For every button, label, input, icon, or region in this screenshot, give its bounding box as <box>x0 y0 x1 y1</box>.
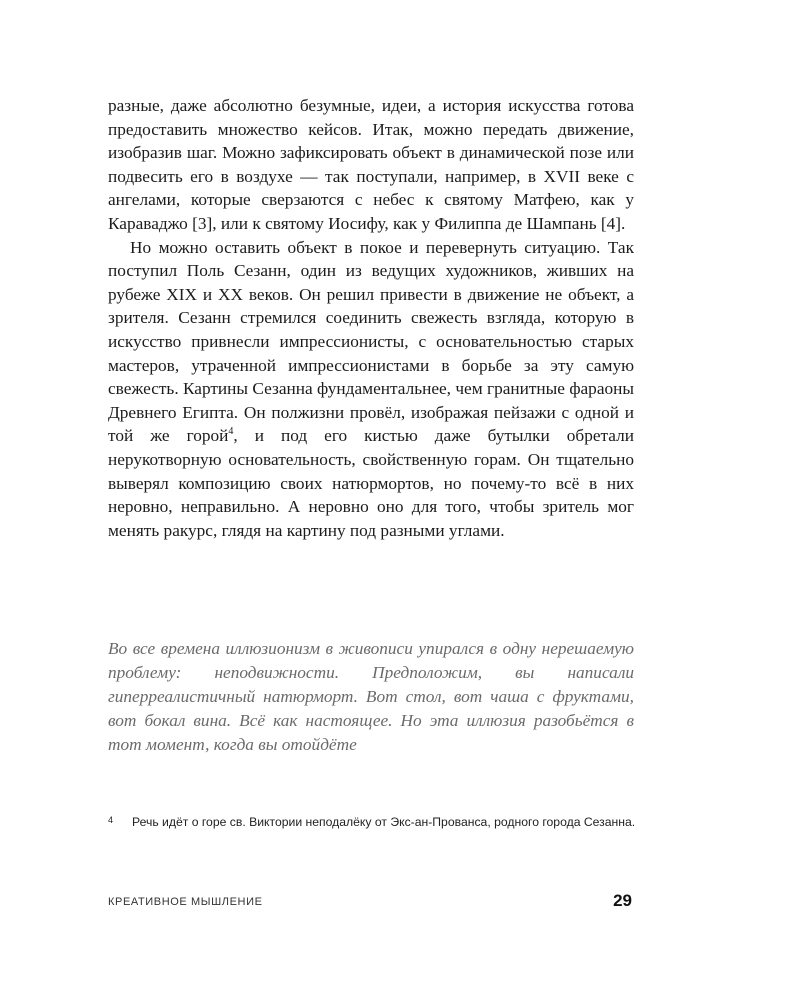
paragraph-1: разные, даже абсолютно безумные, идеи, а история искусства готова предоставить множество кейсов. Итак, можно передать движение, изобразив шаг. Можно зафиксировать объект в динамической позе или подвесить его в воздухе — так поступали, например, в XVII веке с ангелами, которые сверзаются с небес к святому Матфею, как у Караваджо [3], или к святому Иосифу, как у Филиппа де Шампань [4]. <box>108 96 634 233</box>
footnote <box>108 812 636 833</box>
running-head: КРЕАТИВНОЕ МЫШЛЕНИЕ <box>108 896 263 908</box>
paragraph-2-part-2: , и под его кистью даже бутылки обретали нерукотворную основательность, свойственную горам. Он тщательно выверял композицию своих натюрмортов, но почему-то всё в них неровно, неправильно. А неровно оно для того, чтобы зритель мог менять ракурс, глядя на картину под разными углами. <box>108 426 634 540</box>
footnote-reference[interactable]: 4 <box>228 426 234 438</box>
paragraph-2 <box>108 236 634 543</box>
page-number: 29 <box>613 891 632 910</box>
footnote-number: 4 <box>108 815 114 825</box>
main-text <box>108 94 634 542</box>
footnote-text: Речь идёт о горе св. Виктории неподалёку от Экс-ан-Прованса, родного города Сезанна. <box>132 815 636 829</box>
pull-quote: Во все времена иллюзионизм в живописи упирался в одну нерешаемую проблему: неподвижности. Предположим, вы написали гиперреалистичный натюрморт. Вот стол, вот чаша с фруктами, вот бокал вина. Всё как настоящее. Но эта иллюзия разобьётся в тот момент, когда вы отойдёте <box>108 639 634 754</box>
paragraph-2-part-1: Но можно оставить объект в покое и перевернуть ситуацию. Так поступил Поль Сезанн, один из ведущих художников, живших на рубеже XIX и XX веков. Он решил привести в движение не объект, а зрителя. Сезанн стремился соединить свежесть взгляда, которую в искусство привнесли импрессионисты, с основательностью старых мастеров, утраченной импрессионистами в борьбе за эту самую свежесть. Картины Сезанна фундаментальнее, чем гранитные фараоны Древнего Египта. Он полжизни провёл, изображая пейзажи с одной и той же горой <box>108 237 634 446</box>
